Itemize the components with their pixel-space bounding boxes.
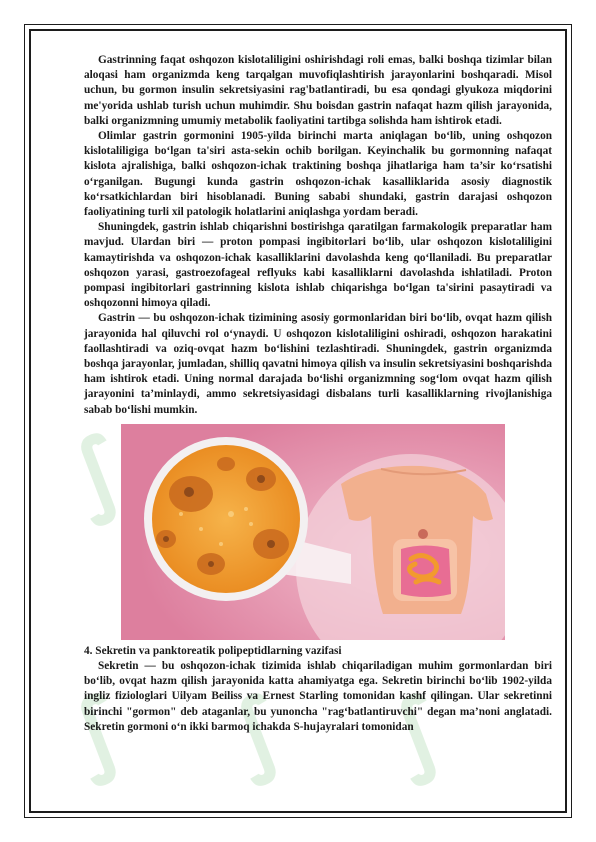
watermark-glyph: ∫ xyxy=(210,673,305,792)
section-heading: 4. Sekretin va panktoreatik polipeptidlarning vazifasi xyxy=(84,644,342,657)
watermark-glyph: ∫ xyxy=(50,413,145,532)
stomach-illustration xyxy=(121,424,505,640)
paragraph: Shuningdek, gastrin ishlab chiqarishni bostirishga qaratilgan farmakologik preparatlar ham mavjud. Ulardan biri — proton pompasi ingibitorlari bo‘lib, ular oshqozon kislotaliligini kamaytirishda va oshqozon-ichak kasalliklarini davolashda keng qo‘llaniladi. Bu preparatlar oshqozon yarasi, gastroezofageal reflyuks kabi kasalliklarni davolashda ishlatiladi. Proton pompasi ingibitorlari gastrinning kislota ishlab chiqarishga bo‘lgan ta'sirini pasaytiradi va oshqozonni himoya qiladi. xyxy=(84,221,552,310)
paragraph: Gastrinning faqat oshqozon kislotaliligini oshirishdagi roli emas, balki boshqa tizimlar bilan aloqasi ham organizmda keng tarqalgan muvofiqlashtirish jarayonlarini boshqaradi. Misol uchun, bu gormon insulin sekretsiyasini rag'batlantiradi, bu esa qondagi glyukoza miqdorini me'yorida ushlab turish uchun muhimdir. Shu boisdan gastrin nafaqat hazm qilish jarayonida, balki organizmning umumiy metabolik faoliyatini tartibga solishda ham ishtirok etadi. xyxy=(84,54,552,127)
watermark-glyph: ∫ xyxy=(370,673,465,792)
watermark-glyph: ∫ xyxy=(50,673,145,792)
document-body xyxy=(84,53,552,735)
paragraph: Sekretin — bu oshqozon-ichak tizimida ishlab chiqariladigan muhim gormonlardan biri bo‘lib, ovqat hazm qilish jarayonida katta ahamiyatga ega. Sekretin birinchi bo‘lib 1902-yilda ingliz fiziologlari Uilyam Beiliss va Ernest Starling tomonidan kashf qilingan. Ular sekretinni birinchi "gormon" deb ataganlar, bu yunoncha "rag‘batlantiruvchi" degan ma’noni anglatadi. Sekretin gormoni o‘n ikki barmoq ichakda S-hujayralari tomonidan xyxy=(84,660,552,733)
paragraph: Olimlar gastrin gormonini 1905-yilda birinchi marta aniqlagan bo‘lib, uning oshqozon kislotaliligiga bo‘lgan ta'siri asta-sekin ochib borilgan. Keyinchalik bu gormonning nafaqat kislota ajralishiga, balki oshqozon-ichak traktining boshqa jihatlariga ham ta’sir ko‘rsatishi o‘rganilgan. Bugungi kunda gastrin oshqozon-ichak kasalliklarida asosiy diagnostik ko‘rsatkichlardan biri hisoblanadi. Buning sababi shundaki, gastrin darajasi oshqozon faoliyatining turli xil patologik holatlarini aniqlashga yordam beradi. xyxy=(84,130,552,219)
paragraph: Gastrin — bu oshqozon-ichak tizimining asosiy gormonlaridan biri bo‘lib, ovqat hazm qilish jarayonida hal qiluvchi rol o‘ynaydi. U oshqozon kislotaliligini oshiradi, oshqozon harakatini faollashtiradi va oziq-ovqat hazm bo‘lishini tezlashtiradi. Shuningdek, gastrin organizmda boshqa jarayonlar, jumladan, shilliq qavatni himoya qilish va insulin sekretsiyasini boshqarishda ham ishtirok etadi. Uning normal darajada bo‘lishi organizmning sog‘lom ovqat hazm qilish jarayonini ta’minlaydi, ammo sekretsiyasidagi disbalans turli kasalliklarning rivojlanishiga sabab bo‘lishi mumkin. xyxy=(84,312,552,416)
illustration-svg xyxy=(121,424,505,640)
stomach xyxy=(418,529,428,539)
